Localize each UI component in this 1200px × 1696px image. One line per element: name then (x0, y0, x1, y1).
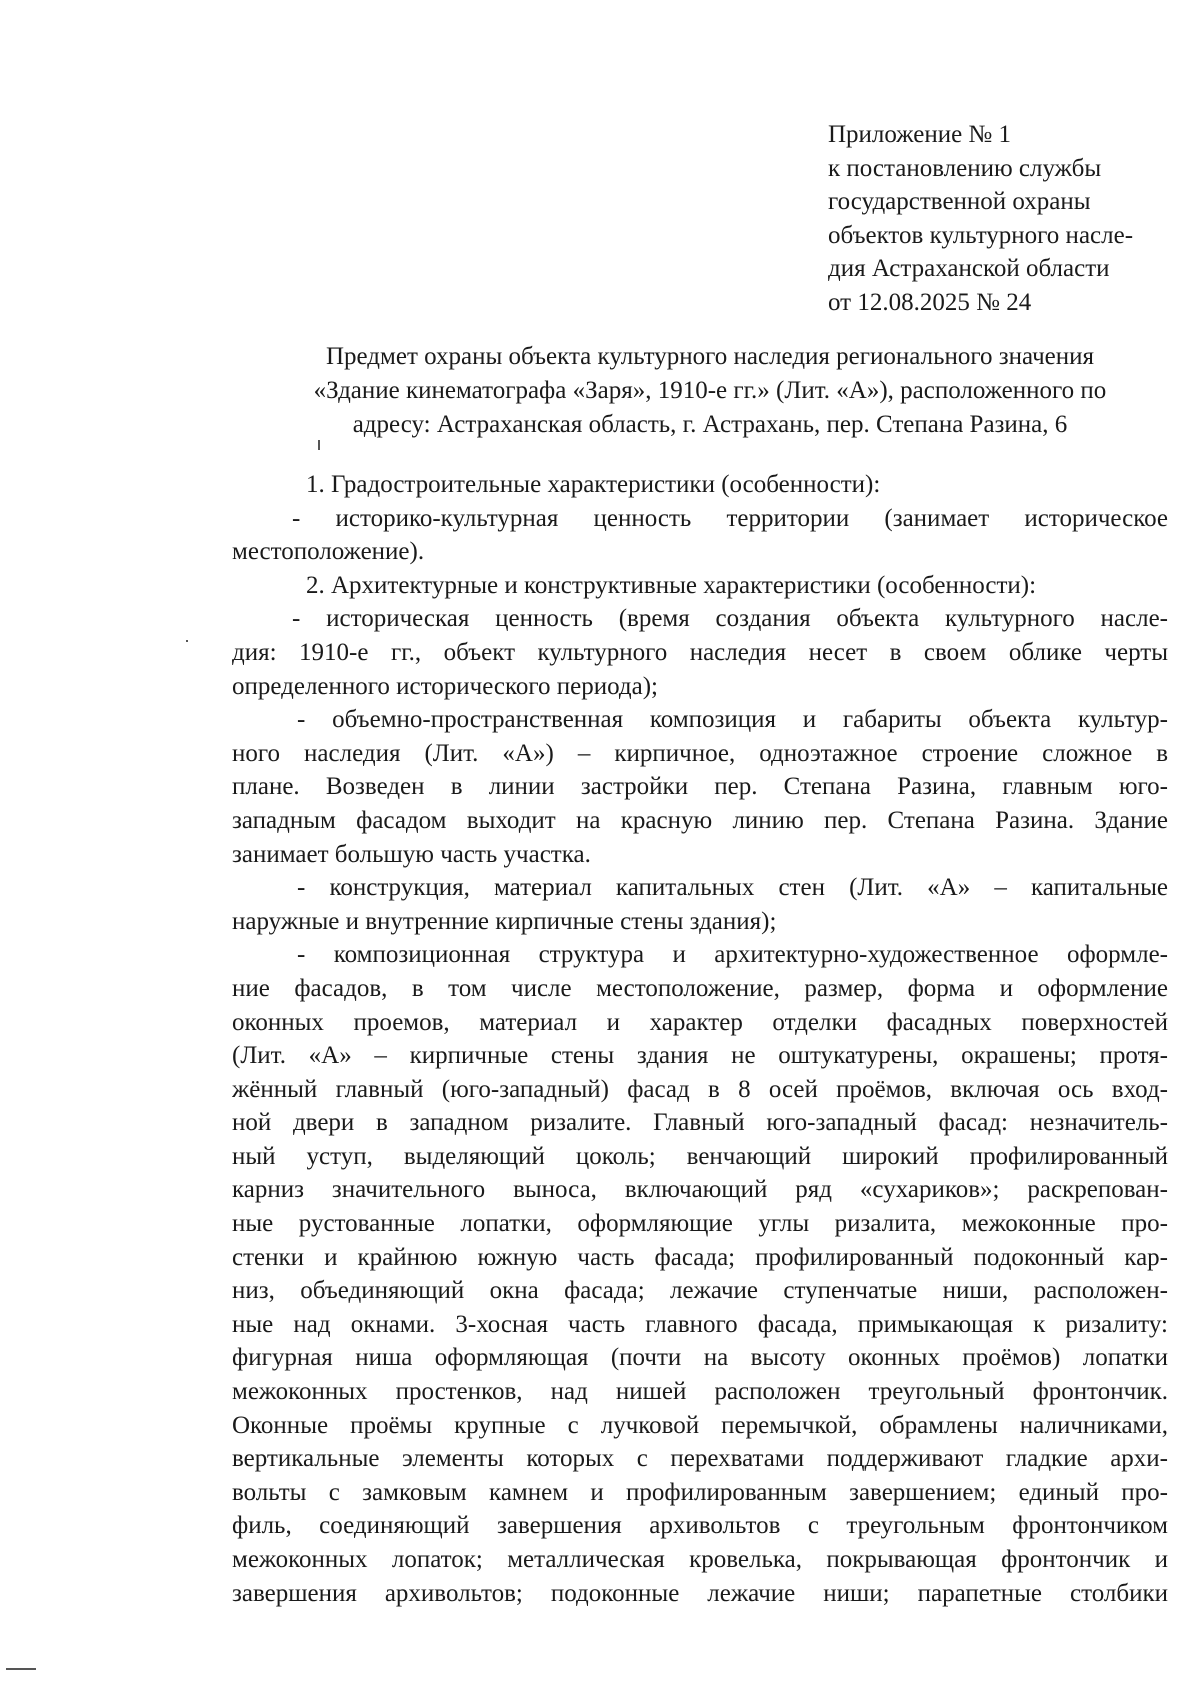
body-line: карниз значительного выноса, включающий ряд «сухариков»; раскрепован- (232, 1176, 1168, 1204)
appendix-line: от 12.08.2025 № 24 (828, 288, 1032, 316)
body-line: - объемно-пространственная композиция и габариты объекта культур- (297, 706, 1168, 734)
body-line: вольты с замковым камнем и профилированным завершением; единый про- (232, 1478, 1168, 1506)
body-line: жённый главный (юго-западный) фасад в 8 осей проёмов, включая ось вход- (232, 1075, 1168, 1103)
body-line: ного наследия (Лит. «А») – кирпичное, одноэтажное строение сложное в (232, 739, 1168, 767)
body-line: ной двери в западном ризалите. Главный юго-западный фасад: незначитель- (232, 1109, 1168, 1137)
scan-artifact (318, 440, 320, 450)
appendix-line: дия Астраханской области (828, 255, 1110, 282)
body-line: филь, соединяющий завершения архивольтов с треугольным фронтончиком (232, 1512, 1168, 1540)
body-line: Оконные проёмы крупные с лучковой перемычкой, обрамлены наличниками, (232, 1411, 1168, 1439)
appendix-line: Приложение № 1 (828, 121, 1012, 148)
body-line: местоположение). (232, 538, 425, 566)
appendix-line: государственной охраны (828, 188, 1091, 215)
body-line: - композиционная структура и архитектурно-художественное оформле- (297, 941, 1168, 969)
body-line: плане. Возведен в линии застройки пер. Степана Разина, главным юго- (232, 773, 1168, 801)
document-body (232, 468, 1168, 1610)
document-title (240, 340, 1180, 442)
title-line: Предмет охраны объекта культурного наследия регионального значения (325, 343, 1095, 370)
appendix-block (828, 118, 1168, 319)
body-line: ные над окнами. 3-хосная часть главного фасада, примыкающая к ризалиту: (232, 1310, 1168, 1338)
body-line: - конструкция, материал капитальных стен (Лит. «А» – капитальные (297, 874, 1168, 902)
title-line: «Здание кинематографа «Заря», 1910-е гг.» (Лит. «А»), расположенного по (313, 377, 1107, 404)
body-line: - историко-культурная ценность территории (занимает историческое (292, 504, 1168, 532)
body-line: ние фасадов, в том числе местоположение, размер, форма и оформление (232, 974, 1168, 1002)
body-line: вертикальные элементы которых с перехватами поддерживают гладкие архи- (232, 1445, 1168, 1473)
body-line: (Лит. «А» – кирпичные стены здания не оштукатурены, окрашены; протя- (232, 1042, 1168, 1070)
section-heading: 2. Архитектурные и конструктивные характеристики (особенности): (306, 571, 1037, 599)
body-line: оконных проемов, материал и характер отделки фасадных поверхностей (232, 1008, 1168, 1036)
body-line: западным фасадом выходит на красную линию пер. Степана Разина. Здание (232, 806, 1168, 834)
appendix-line: объектов культурного насле- (828, 221, 1134, 249)
body-line: стенки и крайнюю южную часть фасада; профилированный подоконный кар- (232, 1243, 1168, 1271)
body-line: ные рустованные лопатки, оформляющие углы ризалита, межоконные про- (232, 1210, 1168, 1238)
body-line: ный уступ, выделяющий цоколь; венчающий широкий профилированный (232, 1142, 1168, 1170)
scan-artifact (186, 640, 188, 642)
body-line: занимает большую часть участка. (232, 840, 591, 868)
body-line: завершения архивольтов; подоконные лежачие ниши; парапетные столбики (232, 1579, 1168, 1607)
body-line: низ, объединяющий окна фасада; лежачие ступенчатые ниши, расположен- (232, 1277, 1168, 1305)
body-line: фигурная ниша оформляющая (почти на высоту оконных проёмов) лопатки (232, 1344, 1168, 1372)
body-line: межоконных лопаток; металлическая кровелька, покрывающая фронтончик и (232, 1546, 1168, 1573)
appendix-line: к постановлению службы (828, 154, 1102, 182)
body-line: наружные и внутренние кирпичные стены здания); (232, 907, 777, 935)
body-line: дия: 1910-е гг., объект культурного наследия несет в своем облике черты (232, 638, 1168, 666)
title-line: адресу: Астраханская область, г. Астрахань, пер. Степана Разина, 6 (352, 411, 1068, 438)
section-heading: 1. Градостроительные характеристики (особенности): (306, 471, 881, 498)
body-line: межоконных простенков, над нишей расположен треугольный фронтончик. (232, 1378, 1168, 1406)
body-line: определенного исторического периода); (232, 672, 658, 700)
scan-artifact (6, 1668, 36, 1670)
body-line: - историческая ценность (время создания объекта культурного насле- (292, 605, 1168, 633)
